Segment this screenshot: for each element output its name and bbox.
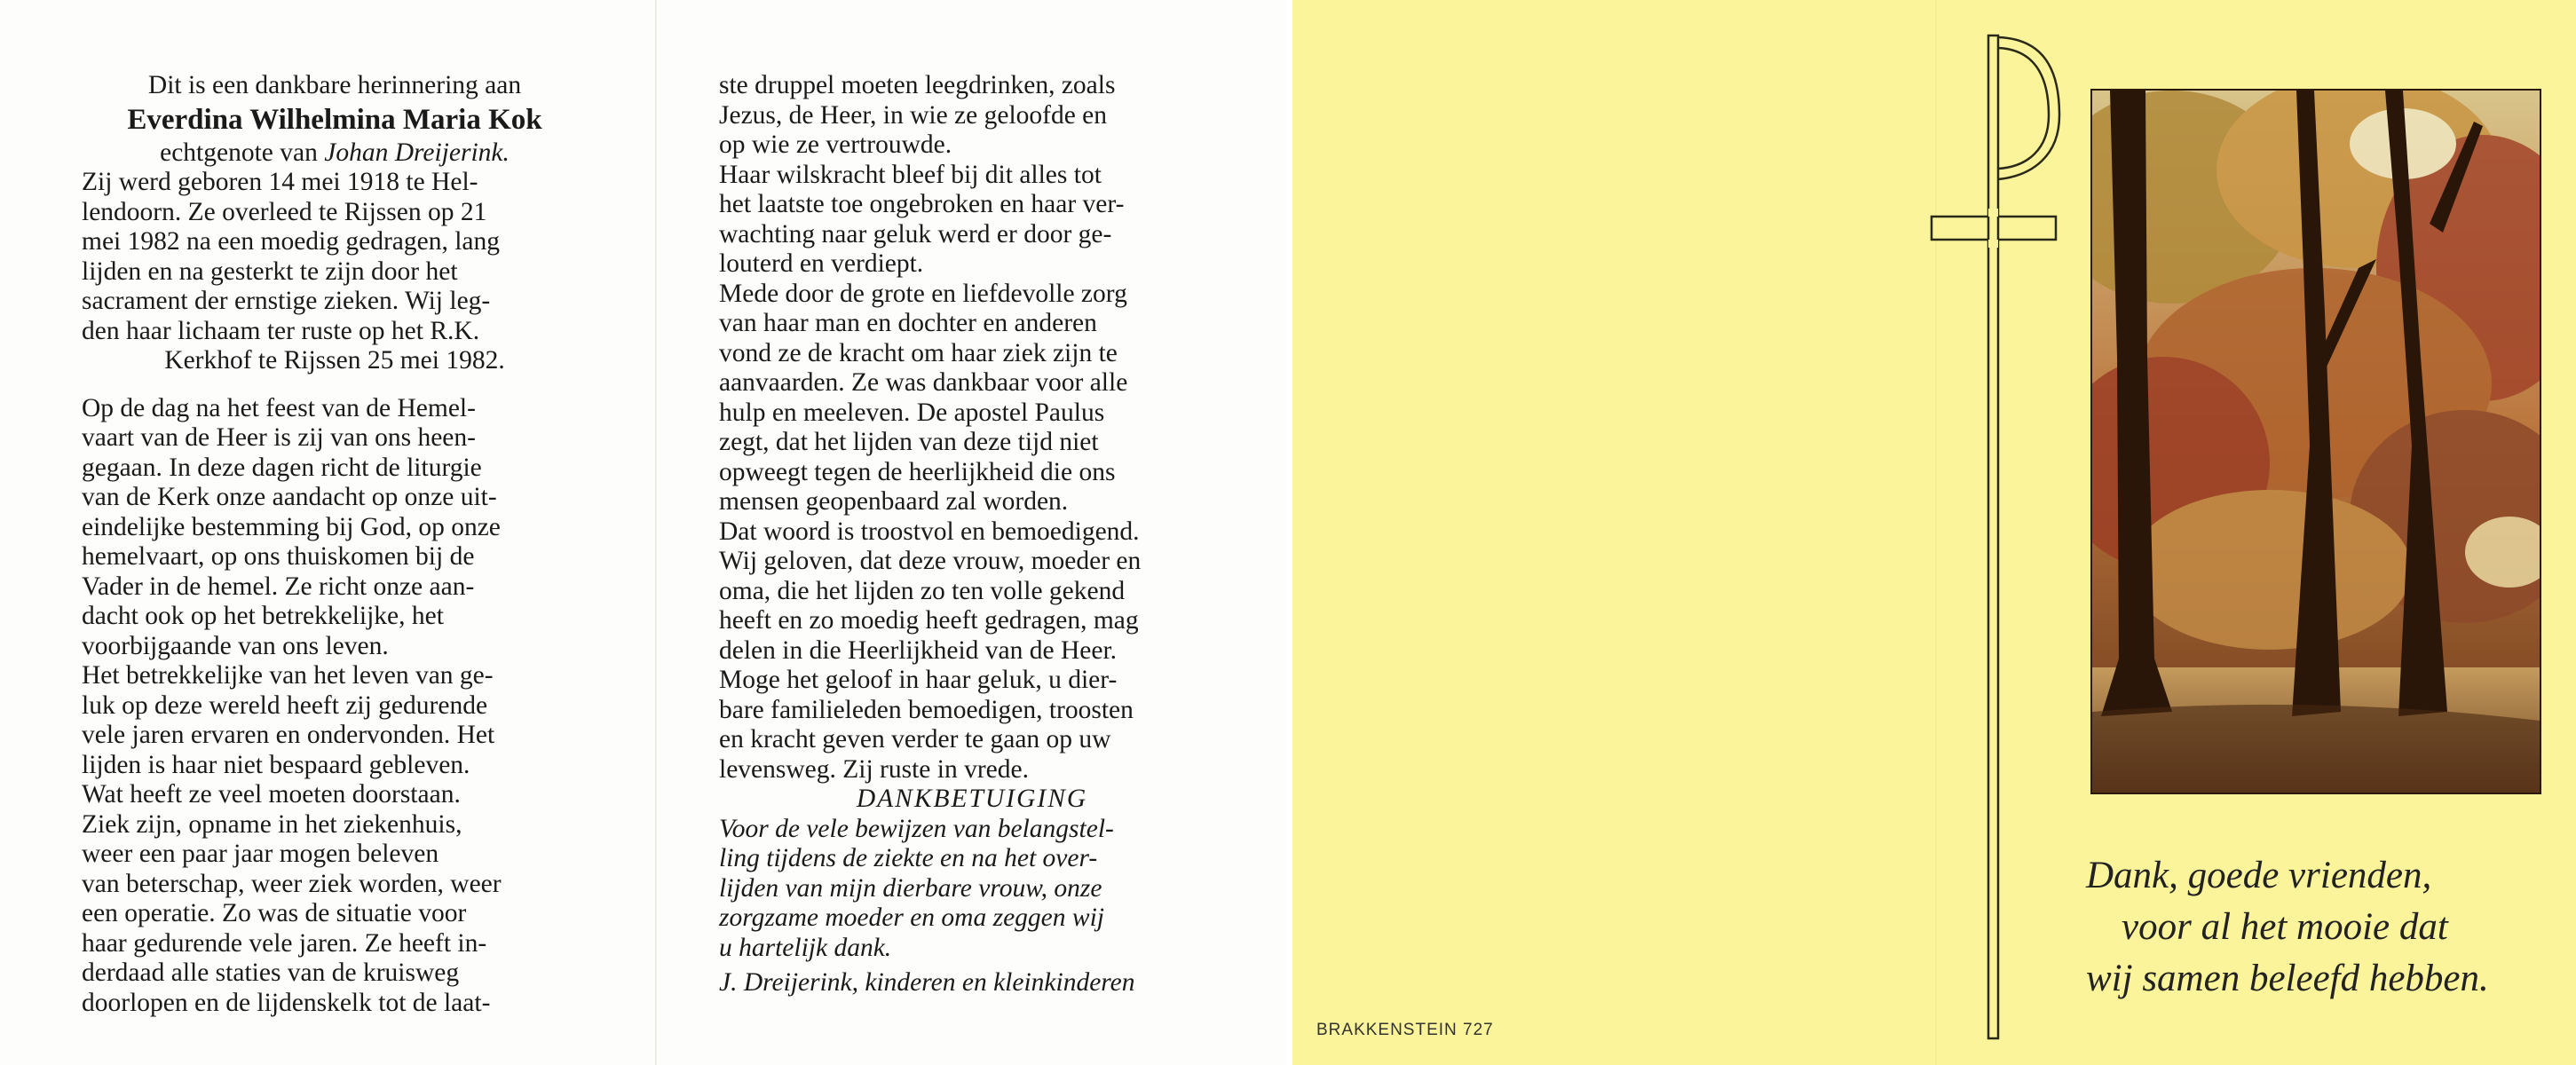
publisher-mark: BRAKKENSTEIN 727 xyxy=(1316,1021,1494,1039)
text-line: van haar man en dochter en anderen xyxy=(719,309,1097,337)
text-line: Wij geloven, dat deze vrouw, moeder en xyxy=(719,547,1142,575)
left-text-column xyxy=(82,71,588,1018)
spouse-name: Johan Dreijerink. xyxy=(324,138,510,167)
text-line: van beterschap, weer ziek worden, weer xyxy=(82,869,502,898)
text-line: mensen geopenbaard zal worden. xyxy=(719,487,1069,516)
text-line: en kracht geven verder te gaan op uw xyxy=(719,725,1111,753)
text-line: lijden is haar niet bespaard gebleven. xyxy=(82,750,470,779)
text-line: opweegt tegen de heerlijkheid die ons xyxy=(719,457,1116,486)
text-line: mei 1982 na een moedig gedragen, lang xyxy=(82,227,501,256)
text-line: wachting naar geluk werd er door ge- xyxy=(719,219,1112,248)
paragraph xyxy=(82,168,588,346)
text-line: oma, die het lijden zo ten volle gekend xyxy=(719,576,1126,605)
verse xyxy=(2086,850,2565,1005)
text-line: weer een paar jaar mogen beleven xyxy=(82,840,439,868)
text-line: delen in die Heerlijkheid van de Heer. xyxy=(719,635,1118,665)
deceased-name: Everdina Wilhelmina Maria Kok xyxy=(127,103,542,136)
text-line: Voor de vele bewijzen van belangstel- xyxy=(719,814,1114,843)
text-line: Wat heeft ze veel moeten doorstaan. xyxy=(82,780,461,809)
centered-line: Kerkhof te Rijssen 25 mei 1982. xyxy=(164,346,505,375)
right-text-column xyxy=(719,71,1225,1004)
text-line: derdaad alle staties van de kruisweg xyxy=(82,958,460,987)
text-line: dacht ook op het betrekkelijke, het xyxy=(82,602,444,630)
centered-line: Dit is een dankbare herinnering aan xyxy=(147,71,522,99)
acknowledgement-block xyxy=(719,968,1225,998)
text-line: lijden van mijn dierbare vrouw, onze xyxy=(719,873,1102,903)
autumn-forest-photo xyxy=(2090,89,2541,794)
verse-line: wij samen beleefd hebben. xyxy=(2086,958,2489,999)
text-line: vond ze de kracht om haar ziek zijn te xyxy=(719,338,1118,367)
text-line: hemelvaart, op ons thuiskomen bij de xyxy=(82,542,475,571)
chi-rho-cross-icon xyxy=(1926,27,2068,1047)
text-line: luk op deze wereld heeft zij gedurende xyxy=(82,690,488,720)
spouse-prefix: echtgenote van xyxy=(160,138,325,167)
text-line: eindelijke bestemming bij God, op onze xyxy=(82,512,501,541)
text-line: louterd en verdiept. xyxy=(719,249,924,278)
verse-line: voor al het mooie dat xyxy=(2122,906,2448,948)
text-line: Op de dag na het feest van de Hemel- xyxy=(82,393,476,422)
text-line: lijden en na gesterkt te zijn door het xyxy=(82,256,458,286)
verse-line: Dank, goede vrienden, xyxy=(2086,855,2432,896)
text-line: voorbijgaande van ons leven. xyxy=(82,631,389,660)
text-line: Haar wilskracht bleef bij dit alles tot xyxy=(719,160,1102,189)
text-line: aanvaarden. Ze was dankbaar voor alle xyxy=(719,368,1128,397)
text-line: sacrament der ernstige zieken. Wij leg- xyxy=(82,287,491,315)
text-line: doorlopen en de lijdenskelk tot de laat- xyxy=(82,988,491,1017)
text-line: J. Dreijerink, kinderen en kleinkinderen xyxy=(719,968,1135,997)
text-line: Ziek zijn, opname in het ziekenhuis, xyxy=(82,809,462,839)
text-line: bare familieleden bemoedigen, troosten xyxy=(719,695,1134,724)
text-line: den haar lichaam ter ruste op het R.K. xyxy=(82,316,480,345)
paragraph xyxy=(719,71,1225,785)
text-line: haar gedurende vele jaren. Ze heeft in- xyxy=(82,928,487,958)
text-line: zegt, dat het lijden van deze tijd niet xyxy=(719,428,1099,456)
fold-line xyxy=(655,0,657,1065)
acknowledgement-block xyxy=(719,815,1225,964)
text-line: heeft en zo moedig heeft gedragen, mag xyxy=(719,606,1139,635)
text-line: levensweg. Zij ruste in vrede. xyxy=(719,754,1029,784)
text-line: het laatste toe ongebroken en haar ver- xyxy=(719,190,1125,218)
text-line: ling tijdens de ziekte en na het over- xyxy=(719,844,1098,872)
text-line: zorgzame moeder en oma zeggen wij xyxy=(719,903,1104,932)
text-line: Het betrekkelijke van het leven van ge- xyxy=(82,661,494,690)
section-heading: DANKBETUIGING xyxy=(856,785,1088,813)
text-line: op wie ze vertrouwde. xyxy=(719,130,952,159)
text-line: u hartelijk dank. xyxy=(719,933,892,962)
text-line: vaart van de Heer is zij van ons heen- xyxy=(82,423,476,452)
text-line: lendoorn. Ze overleed te Rijssen op 21 xyxy=(82,197,487,226)
text-line: ste druppel moeten leegdrinken, zoals xyxy=(719,71,1116,99)
text-line: een operatie. Zo was de situatie voor xyxy=(82,899,467,927)
text-line: Dat woord is troostvol en bemoedigend. xyxy=(719,517,1140,546)
text-line: hulp en meeleven. De apostel Paulus xyxy=(719,398,1105,427)
text-line: van de Kerk onze aandacht op onze uit- xyxy=(82,483,497,511)
text-line: Jezus, de Heer, in wie ze geloofde en xyxy=(719,100,1108,130)
text-line: Moge het geloof in haar geluk, u dier- xyxy=(719,666,1118,694)
text-line: Mede door de grote en liefdevolle zorg xyxy=(719,279,1127,308)
spouse-line xyxy=(82,138,588,169)
paragraph xyxy=(82,394,588,1019)
text-line: gegaan. In deze dagen richt de liturgie xyxy=(82,453,482,482)
text-line: vele jaren ervaren en ondervonden. Het xyxy=(82,721,495,749)
text-line: Zij werd geboren 14 mei 1918 te Hel- xyxy=(82,168,478,196)
paragraph-gap xyxy=(82,376,588,394)
text-line: Vader in de hemel. Ze richt onze aan- xyxy=(82,572,475,601)
